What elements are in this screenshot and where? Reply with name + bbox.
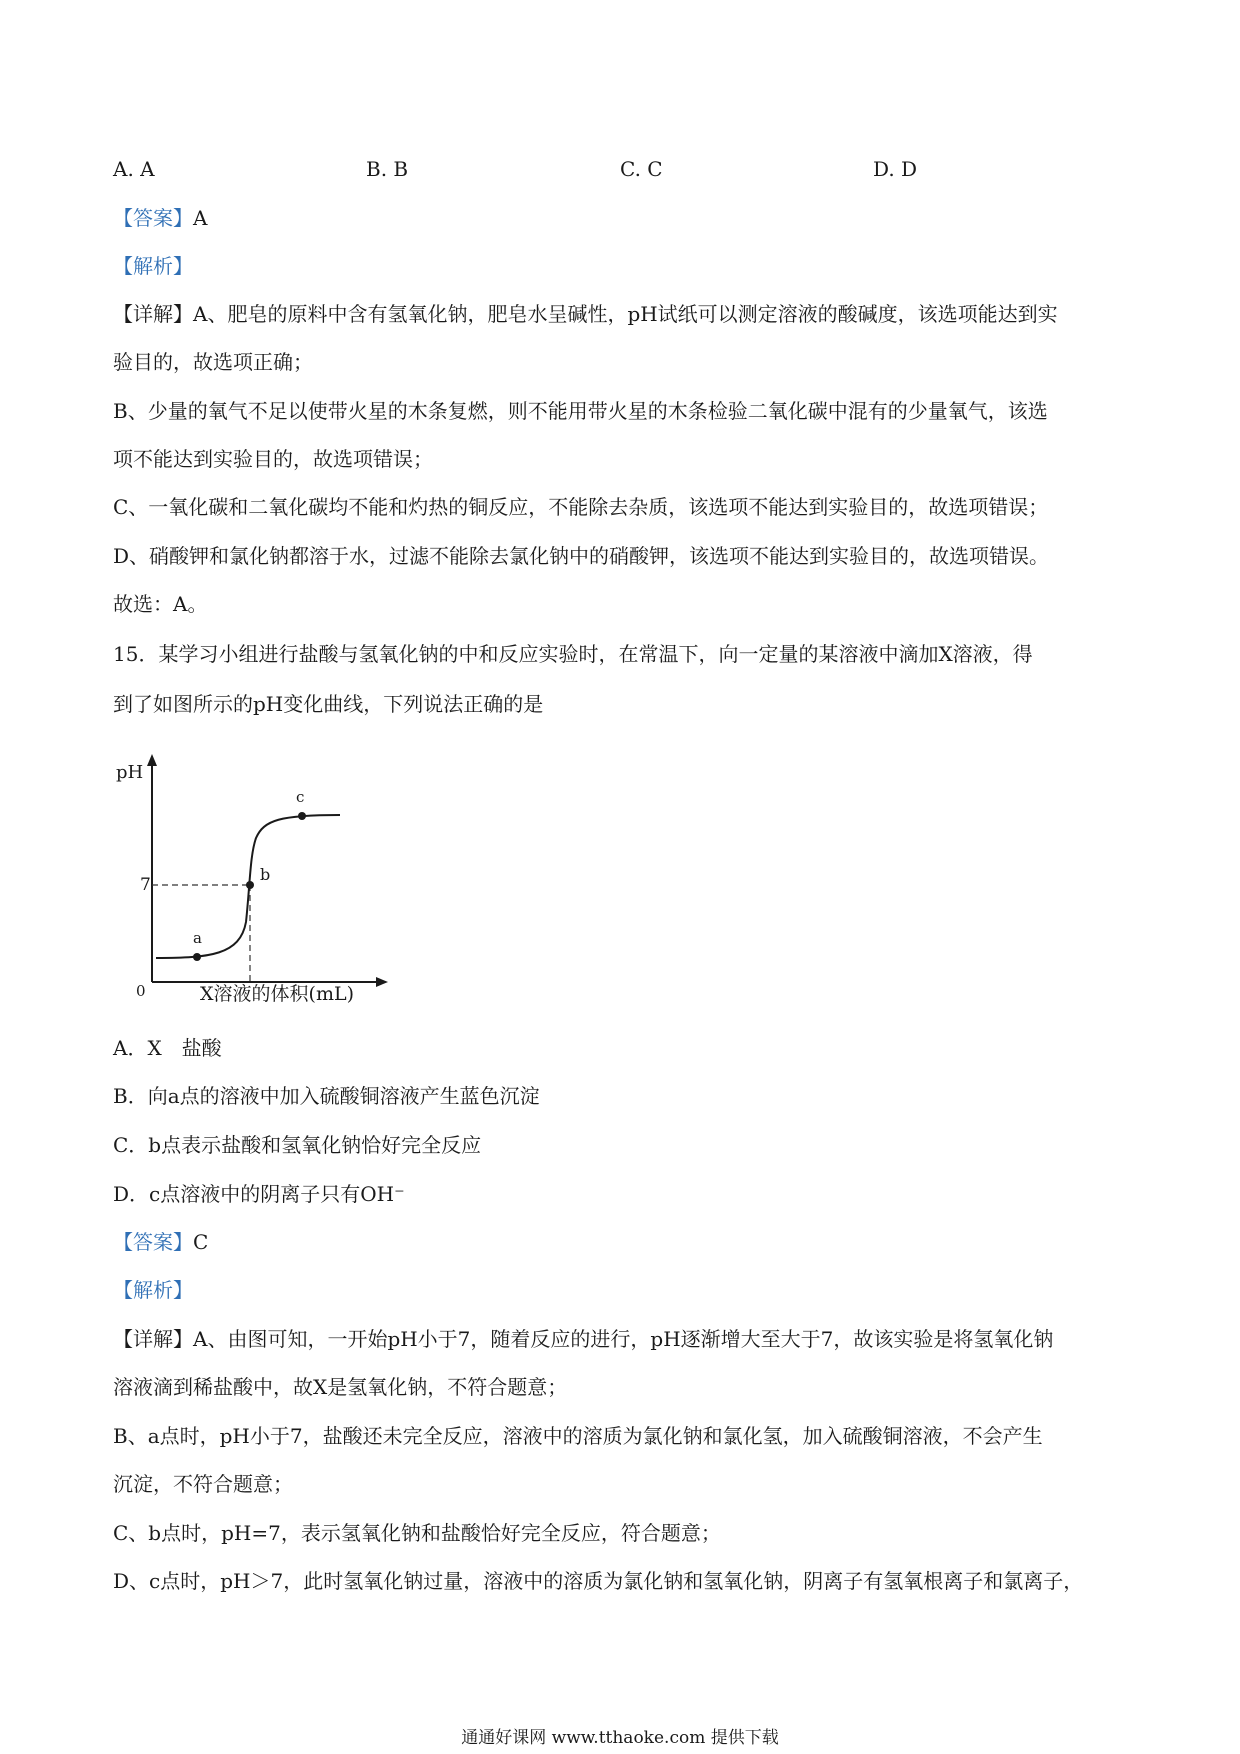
analysis-tag: 【解析】 — [113, 1278, 193, 1302]
q15-answer — [113, 1228, 1133, 1256]
q15-line-3: B、a点时，pH小于7，盐酸还未完全反应，溶液中的溶质为氯化钠和氯化氢，加入硫酸铜溶液，不会产生 — [113, 1424, 1043, 1448]
q15-line-2: 溶液滴到稀盐酸中，故X是氢氧化钠，不符合题意； — [113, 1375, 568, 1399]
y-axis-arrow — [147, 754, 157, 766]
answer-tag: 【答案】 — [113, 1230, 193, 1254]
q14-analysis-tag — [113, 252, 1133, 280]
prev-option-d: D. D — [873, 157, 918, 181]
q14-line-5: C、一氧化碳和二氧化碳均不能和灼热的铜反应，不能除去杂质，该选项不能达到实验目的，故选项错误； — [113, 495, 1049, 519]
analysis-tag: 【解析】 — [113, 254, 193, 278]
q15-option-a: A．X 盐酸 — [113, 1036, 222, 1060]
q14-line-3: B、少量的氧气不足以使带火星的木条复燃，则不能用带火星的木条检验二氧化碳中混有的少量氧气，该选 — [113, 399, 1048, 423]
q15-analysis-tag — [113, 1276, 1133, 1304]
answer-value: C — [193, 1230, 209, 1254]
q14-answer — [113, 204, 1133, 232]
y-tick-label: 7 — [140, 875, 151, 895]
ph-curve-chart — [100, 750, 420, 1020]
point-a — [193, 953, 201, 961]
origin-label: 0 — [136, 982, 146, 1000]
q14-line-7: 故选：A。 — [113, 592, 208, 616]
point-a-label: a — [193, 929, 202, 947]
q14-line-1: 【详解】A、肥皂的原料中含有氢氧化钠，肥皂水呈碱性，pH试纸可以测定溶液的酸碱度，该选项能达到实 — [113, 302, 1058, 326]
x-axis-label: X溶液的体积(mL) — [200, 983, 354, 1005]
y-axis-label: pH — [116, 762, 144, 783]
q15-line-4: 沉淀，不符合题意； — [113, 1472, 293, 1496]
answer-value: A — [193, 206, 208, 230]
point-c — [298, 812, 306, 820]
q15-option-d: D．c点溶液中的阴离子只有OH⁻ — [113, 1182, 405, 1206]
point-b-label: b — [260, 865, 271, 884]
q14-line-2: 验目的，故选项正确； — [113, 350, 313, 374]
point-c-label: c — [296, 788, 305, 806]
q15-line-6: D、c点时，pH＞7，此时氢氧化钠过量，溶液中的溶质为氯化钠和氢氧化钠，阴离子有氢氧根离子和氯离子， — [113, 1569, 1084, 1593]
q15-option-c: C．b点表示盐酸和氢氧化钠恰好完全反应 — [113, 1133, 482, 1157]
prev-option-b: B. B — [366, 157, 409, 181]
prev-option-c: C. C — [620, 157, 663, 181]
answer-tag: 【答案】 — [113, 206, 193, 230]
page-footer[interactable]: 通通好课网 www.tthaoke.com 提供下载 — [461, 1728, 779, 1748]
q15-line-1: 【详解】A、由图可知，一开始pH小于7，随着反应的进行，pH逐渐增大至大于7，故该实验是将氢氧化钠 — [113, 1327, 1054, 1351]
q15-stem-2: 到了如图所示的pH变化曲线，下列说法正确的是 — [113, 692, 544, 716]
q14-line-6: D、硝酸钾和氯化钠都溶于水，过滤不能除去氯化钠中的硝酸钾，该选项不能达到实验目的，故选项错误。 — [113, 544, 1050, 568]
q14-line-4: 项不能达到实验目的，故选项错误； — [113, 447, 433, 471]
prev-option-a: A. A — [113, 157, 155, 181]
q15-stem-1: 15．某学习小组进行盐酸与氢氧化钠的中和反应实验时，在常温下，向一定量的某溶液中滴加X溶液，得 — [113, 642, 1033, 666]
point-b — [246, 881, 254, 889]
q15-option-b: B．向a点的溶液中加入硫酸铜溶液产生蓝色沉淀 — [113, 1084, 540, 1108]
q15-line-5: C、b点时，pH=7，表示氢氧化钠和盐酸恰好完全反应，符合题意； — [113, 1521, 721, 1545]
x-axis-arrow — [376, 977, 388, 987]
